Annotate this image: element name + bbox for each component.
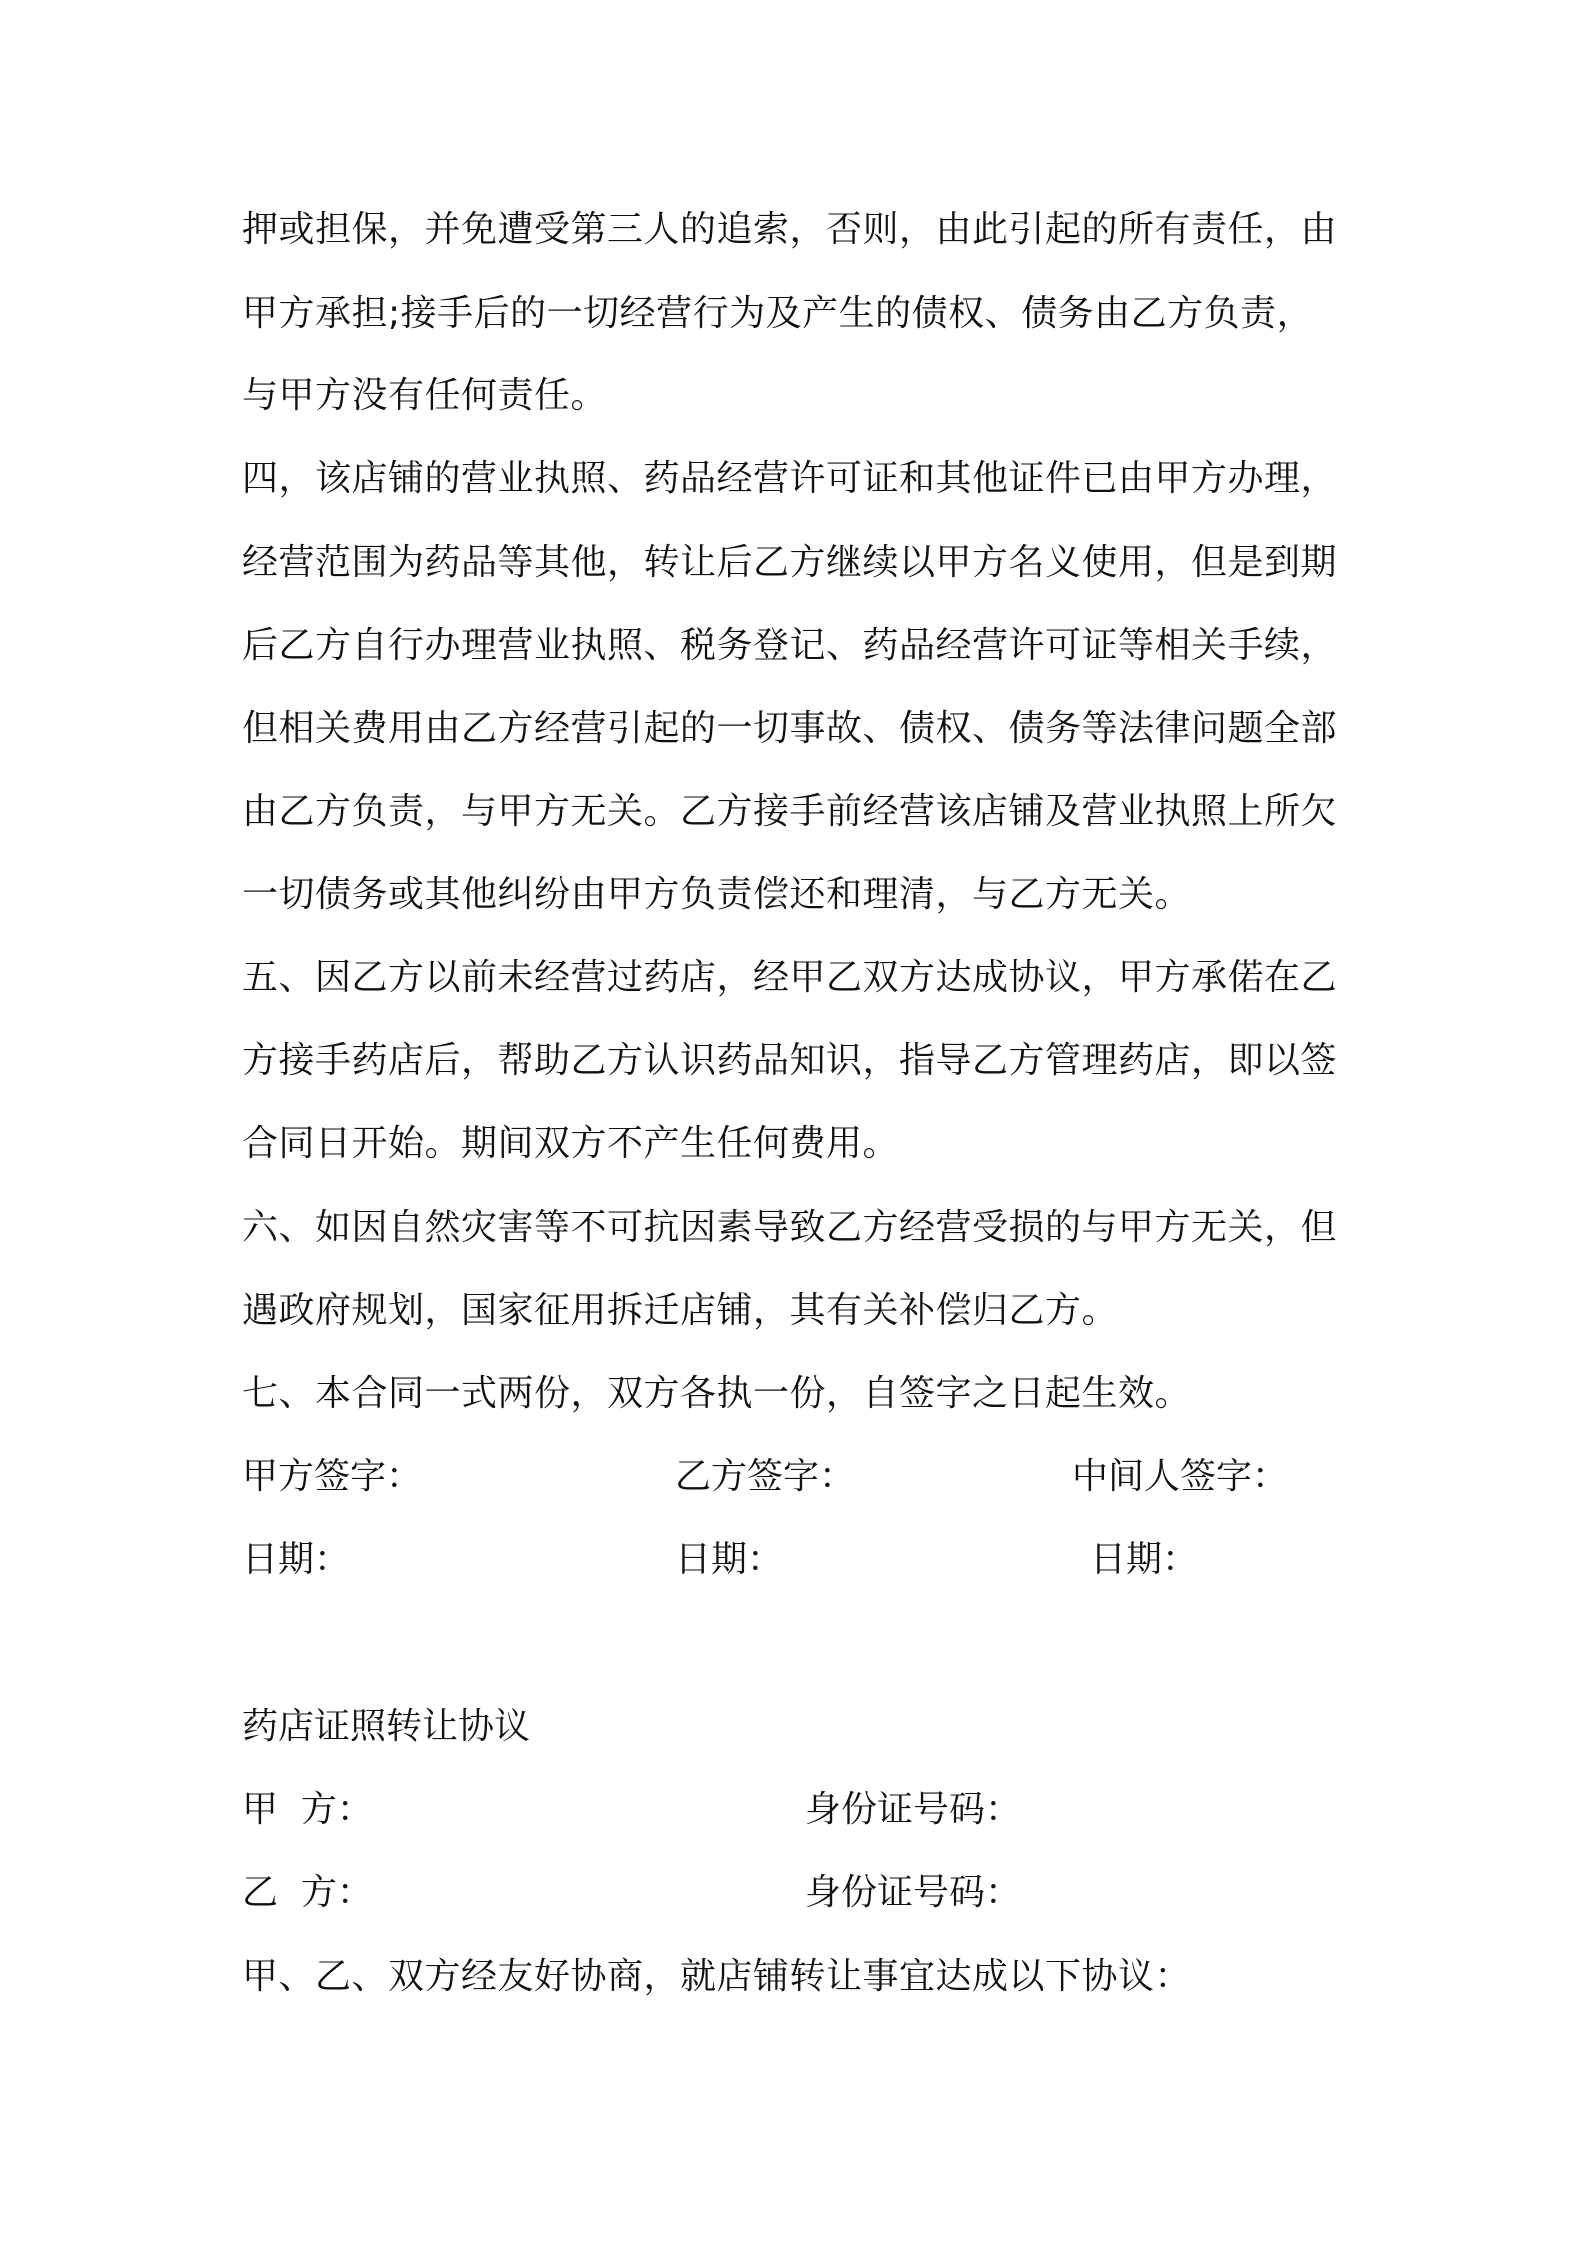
- paragraph-line: 与甲方没有任何责任。: [242, 375, 608, 416]
- paragraph-line: 方接手药店后，帮助乙方认识药品知识，指导乙方管理药店，即以签: [242, 1040, 1338, 1081]
- paragraph-line: 合同日开始。期间双方不产生任何费用。: [242, 1123, 900, 1164]
- party-a-date-label: 日期：: [242, 1539, 351, 1580]
- party-b-date-label: 日期：: [675, 1539, 784, 1580]
- middleman-date-label: 日期：: [1090, 1539, 1199, 1580]
- paragraph-line: 遇政府规划，国家征用拆迁店铺，其有关补偿归乙方。: [242, 1290, 1119, 1331]
- middleman-signature-label: 中间人签字：: [1072, 1456, 1289, 1497]
- paragraph-line: 押或担保，并免遭受第三人的追索，否则，由此引起的所有责任，由: [242, 209, 1338, 250]
- paragraph-line: 甲方承担;接手后的一切经营行为及产生的债权、债务由乙方负责，: [242, 293, 1314, 334]
- party-b-label: 乙 方：: [242, 1872, 373, 1913]
- party-a-label: 甲 方：: [242, 1789, 373, 1830]
- agreement-intro: 甲、乙、双方经友好协商，就店铺转让事宜达成以下协议：: [242, 1956, 1192, 1997]
- paragraph-line: 但相关费用由乙方经营引起的一切事故、债权、债务等法律问题全部: [242, 708, 1338, 749]
- paragraph-line: 由乙方负责，与甲方无关。乙方接手前经营该店铺及营业执照上所欠: [242, 791, 1338, 832]
- party-a-id-label: 身份证号码：: [805, 1789, 1022, 1830]
- paragraph-line: 一切债务或其他纠纷由甲方负责偿还和理清，与乙方无关。: [242, 874, 1192, 915]
- paragraph-line: 六、如因自然灾害等不可抗因素导致乙方经营受损的与甲方无关，但: [242, 1207, 1338, 1248]
- party-a-row: [0, 1788, 1586, 1832]
- party-b-row: [0, 1871, 1586, 1915]
- paragraph-line: 后乙方自行办理营业执照、税务登记、药品经营许可证等相关手续，: [242, 625, 1338, 666]
- party-a-signature-label: 甲方签字：: [242, 1456, 423, 1497]
- paragraph-line: 四，该店铺的营业执照、药品经营许可证和其他证件已由甲方办理，: [242, 458, 1338, 499]
- paragraph-line: 经营范围为药品等其他，转让后乙方继续以甲方名义使用，但是到期: [242, 542, 1338, 583]
- date-row: [0, 1538, 1586, 1582]
- paragraph-line: 七、本合同一式两份，双方各执一份，自签字之日起生效。: [242, 1373, 1192, 1414]
- signature-row: [0, 1455, 1586, 1499]
- party-b-id-label: 身份证号码：: [805, 1872, 1022, 1913]
- paragraph-line: 五、因乙方以前未经营过药店，经甲乙双方达成协议，甲方承偌在乙: [242, 957, 1338, 998]
- agreement-title: 药店证照转让协议: [242, 1706, 531, 1747]
- party-b-signature-label: 乙方签字：: [675, 1456, 856, 1497]
